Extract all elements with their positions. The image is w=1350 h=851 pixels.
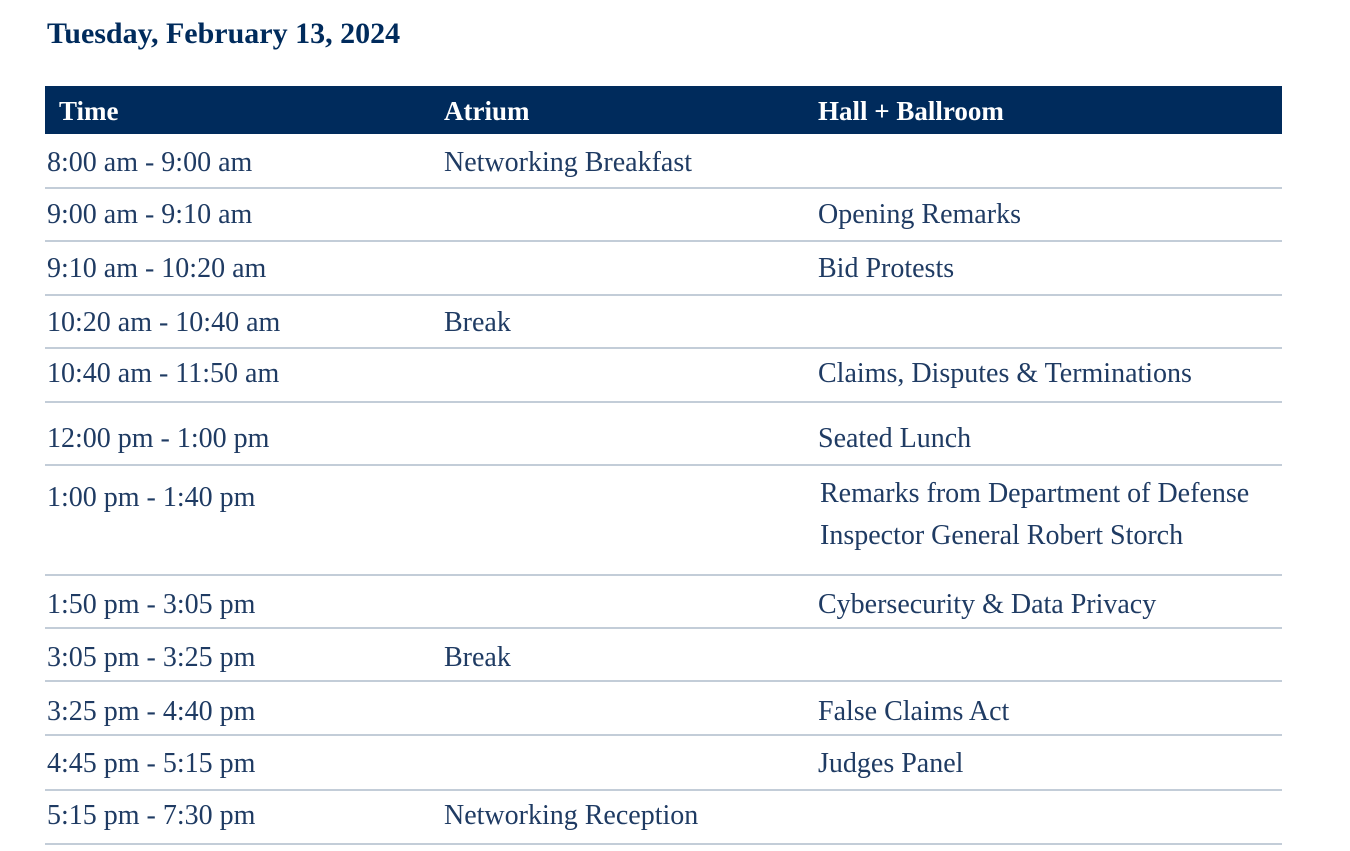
time-cell: 12:00 pm - 1:00 pm <box>47 423 270 454</box>
table-row <box>45 134 1282 189</box>
time-cell: 4:45 pm - 5:15 pm <box>47 748 256 779</box>
hall-cell: Opening Remarks <box>818 199 1021 230</box>
header-hall-ballroom: Hall + Ballroom <box>818 96 1004 126</box>
table-row <box>45 242 1282 296</box>
hall-cell: Bid Protests <box>818 253 955 284</box>
hall-cell-line-2: Inspector General Robert Storch <box>820 520 1184 551</box>
page-title: Tuesday, February 13, 2024 <box>47 17 401 50</box>
table-row <box>45 682 1282 736</box>
time-cell: 9:10 am - 10:20 am <box>47 253 267 284</box>
hall-cell: Cybersecurity & Data Privacy <box>818 589 1157 620</box>
hall-cell: Seated Lunch <box>818 423 972 454</box>
table-row <box>45 296 1282 349</box>
time-cell: 3:25 pm - 4:40 pm <box>47 696 256 727</box>
table-row <box>45 189 1282 242</box>
time-cell: 10:20 am - 10:40 am <box>47 307 281 338</box>
time-cell: 5:15 pm - 7:30 pm <box>47 800 256 831</box>
table-row <box>45 629 1282 682</box>
time-cell: 3:05 pm - 3:25 pm <box>47 642 256 673</box>
hall-cell: Claims, Disputes & Terminations <box>818 358 1192 389</box>
hall-cell: False Claims Act <box>818 696 1010 727</box>
table-row <box>45 349 1282 403</box>
time-cell: 10:40 am - 11:50 am <box>47 358 280 389</box>
hall-cell: Judges Panel <box>818 748 964 779</box>
time-cell: 8:00 am - 9:00 am <box>47 147 253 178</box>
table-row <box>45 791 1282 845</box>
table-row <box>45 736 1282 791</box>
header-time: Time <box>59 96 119 126</box>
hall-cell-line-1: Remarks from Department of Defense <box>820 478 1250 509</box>
header-atrium: Atrium <box>444 96 530 126</box>
table-header <box>45 86 1282 134</box>
time-cell: 1:50 pm - 3:05 pm <box>47 589 256 620</box>
atrium-cell: Networking Reception <box>444 800 699 831</box>
atrium-cell: Break <box>444 642 511 673</box>
table-row <box>45 403 1282 466</box>
table-row <box>45 576 1282 629</box>
time-cell: 1:00 pm - 1:40 pm <box>47 482 256 513</box>
atrium-cell: Networking Breakfast <box>444 147 693 178</box>
time-cell: 9:00 am - 9:10 am <box>47 199 253 230</box>
table-row <box>45 466 1282 576</box>
schedule-table <box>45 86 1282 845</box>
atrium-cell: Break <box>444 307 511 338</box>
